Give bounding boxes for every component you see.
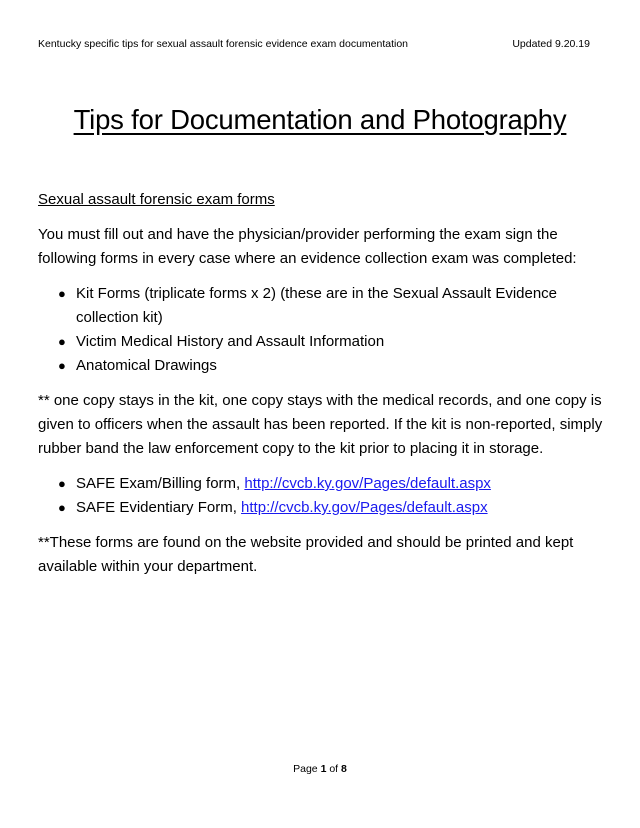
page-title: Tips for Documentation and Photography [73,104,567,135]
safe-exam-billing-link[interactable]: http://cvcb.ky.gov/Pages/default.aspx [244,475,491,492]
page-of-label: of [326,763,342,775]
page-header [38,38,590,50]
section-heading: Sexual assault forensic exam forms [38,191,275,208]
list-item [38,472,604,496]
safe-evidentiary-form-link[interactable]: http://cvcb.ky.gov/Pages/default.aspx [241,499,488,516]
online-forms-list [38,472,604,520]
bullet-icon: ● [58,286,66,301]
copies-note-paragraph: ** one copy stays in the kit, one copy stays with the medical records, and one copy is given to officers when the assault has been reported. If the kit is non-reported, simply rubber band the law enforcement copy to the kit prior to placing it in storage. [38,392,603,457]
list-item-text: SAFE Evidentiary Form, [76,499,242,516]
list-item-text: Kit Forms (triplicate forms x 2) (these are in the Sexual Assault Evidence collection kit) [76,285,558,326]
list-item [38,354,604,378]
header-document-description: Kentucky specific tips for sexual assault forensic evidence exam documentation [38,38,409,50]
list-item [38,330,604,354]
total-pages-number: 8 [341,763,347,775]
list-item [38,496,604,520]
required-forms-list [38,282,604,378]
list-item [38,282,604,330]
page-footer [0,763,640,775]
bullet-icon: ● [58,476,66,491]
list-item-text: SAFE Exam/Billing form, [76,475,245,492]
current-page-number: 1 [320,763,327,775]
intro-paragraph: You must fill out and have the physician/provider performing the exam sign the following forms in every case where an evidence collection exam was completed: [38,226,577,267]
bullet-icon: ● [58,334,66,349]
list-item-text: Victim Medical History and Assault Information [76,333,385,350]
bullet-icon: ● [58,500,66,515]
website-note-paragraph: **These forms are found on the website provided and should be printed and kept available within your department. [38,534,574,575]
document-body [38,188,604,590]
list-item-text: Anatomical Drawings [76,357,217,374]
page-label: Page [293,763,321,775]
header-updated-date: Updated 9.20.19 [512,38,590,50]
bullet-icon: ● [58,358,66,373]
